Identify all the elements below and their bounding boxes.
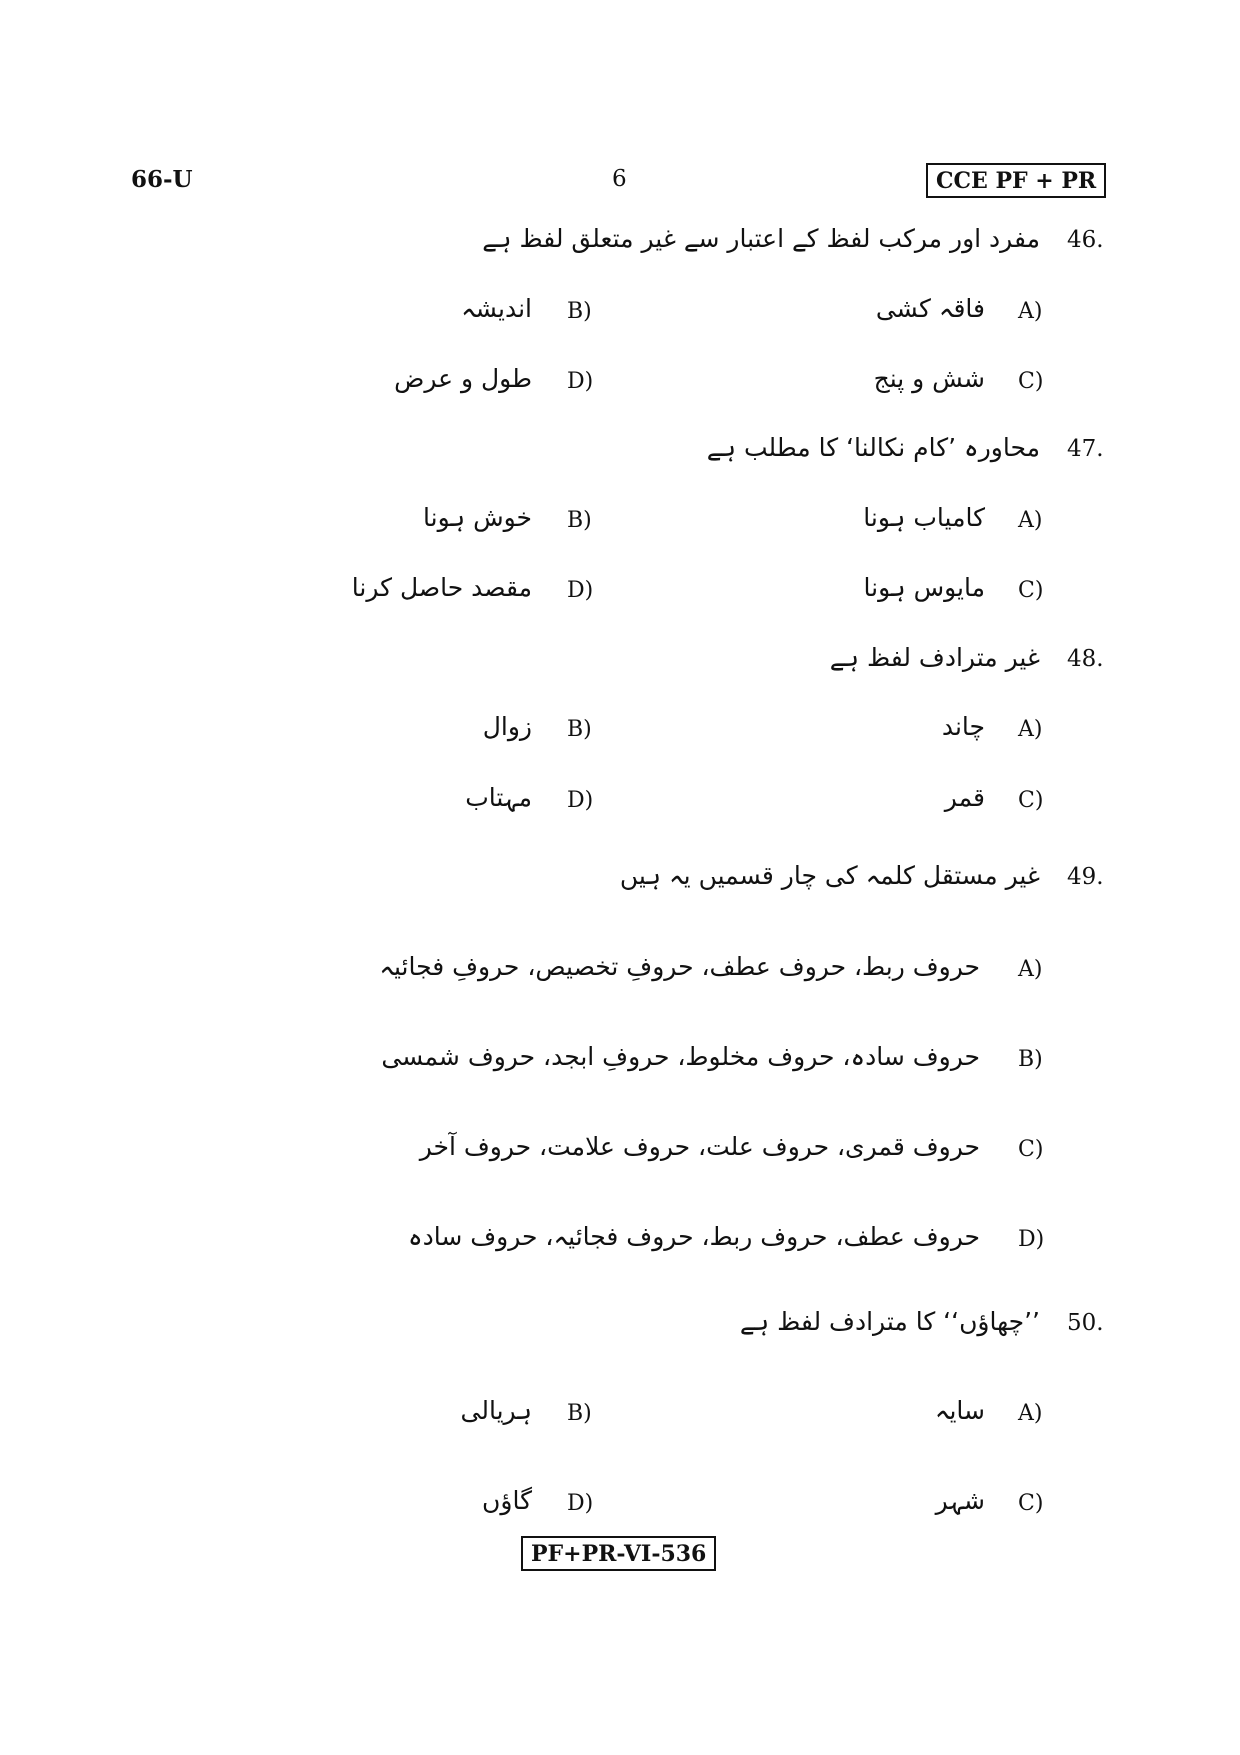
question-50-number: 50. [1067,1310,1104,1336]
q48-option-c-text: قمر [944,783,985,812]
paper-code-left: 66-U [131,166,193,193]
q48-option-a-text: چاند [941,712,985,741]
q48-option-c-label: C) [1018,788,1044,813]
q46-option-a-label: A) [1018,299,1043,324]
q49-option-d-label: D) [1018,1227,1045,1252]
q50-option-a-text: سایہ [934,1396,985,1425]
q50-option-a-label: A) [1018,1401,1043,1426]
question-47-number: 47. [1067,436,1104,462]
q46-option-d-label: D) [567,369,594,394]
q49-option-a-text: حروف ربط، حروف عطف، حروفِ تخصیص، حروفِ فجائیہ [379,952,980,981]
q48-option-d-text: مہتاب [465,783,532,812]
q48-option-b-text: زوال [482,712,532,741]
q50-option-d-label: D) [567,1491,594,1516]
q49-option-c-text: حروف قمری، حروف علت، حروف علامت، حروف آخر [419,1132,980,1161]
q46-option-b-label: B) [567,299,592,324]
q47-option-c-label: C) [1018,578,1044,603]
q47-option-a-label: A) [1018,508,1043,533]
q47-option-d-label: D) [567,578,594,603]
exam-code-box: CCE PF + PR [926,163,1106,198]
q48-option-a-label: A) [1018,717,1043,742]
question-49-text: غیر مستقل کلمہ کی چار قسمیں یہ ہیں [619,861,1040,890]
q50-option-c-text: شہر [935,1486,985,1515]
q49-option-c-label: C) [1018,1137,1044,1162]
q46-option-c-label: C) [1018,369,1044,394]
page-number: 6 [612,166,627,192]
q49-option-d-text: حروف عطف، حروف ربط، حروف فجائیہ، حروف سادہ [407,1222,980,1251]
q46-option-d-text: طول و عرض [394,364,532,393]
question-48-number: 48. [1067,646,1104,672]
question-48-text: غیر مترادف لفظ ہے [829,643,1040,672]
question-50-text: ’’چھاؤں‘‘ کا مترادف لفظ ہے [739,1307,1040,1336]
q46-option-c-text: شش و پنج [873,364,985,393]
q48-option-d-label: D) [567,788,594,813]
q49-option-b-label: B) [1018,1047,1043,1072]
q49-option-a-label: A) [1018,957,1043,982]
q47-option-d-text: مقصد حاصل کرنا [351,573,532,602]
q50-option-b-text: ہریالی [460,1396,532,1425]
q48-option-b-label: B) [567,717,592,742]
q50-option-d-text: گاؤں [482,1486,532,1515]
footer-paper-code: PF+PR-VI-536 [521,1536,716,1571]
q47-option-b-label: B) [567,508,592,533]
q47-option-c-text: مایوس ہونا [863,573,985,602]
question-49-number: 49. [1067,864,1104,890]
q46-option-b-text: اندیشہ [461,294,532,323]
question-46-number: 46. [1067,227,1104,253]
question-46-text: مفرد اور مرکب لفظ کے اعتبار سے غیر متعلق لفظ ہے [482,224,1040,253]
question-47-text: محاورہ ’کام نکالنا‘ کا مطلب ہے [706,433,1040,462]
q47-option-b-text: خوش ہونا [423,503,532,532]
q47-option-a-text: کامیاب ہونا [863,503,985,532]
q50-option-c-label: C) [1018,1491,1044,1516]
q49-option-b-text: حروف سادہ، حروف مخلوط، حروفِ ابجد، حروف شمسی [381,1042,980,1071]
q50-option-b-label: B) [567,1401,592,1426]
q46-option-a-text: فاقہ کشی [875,294,985,323]
